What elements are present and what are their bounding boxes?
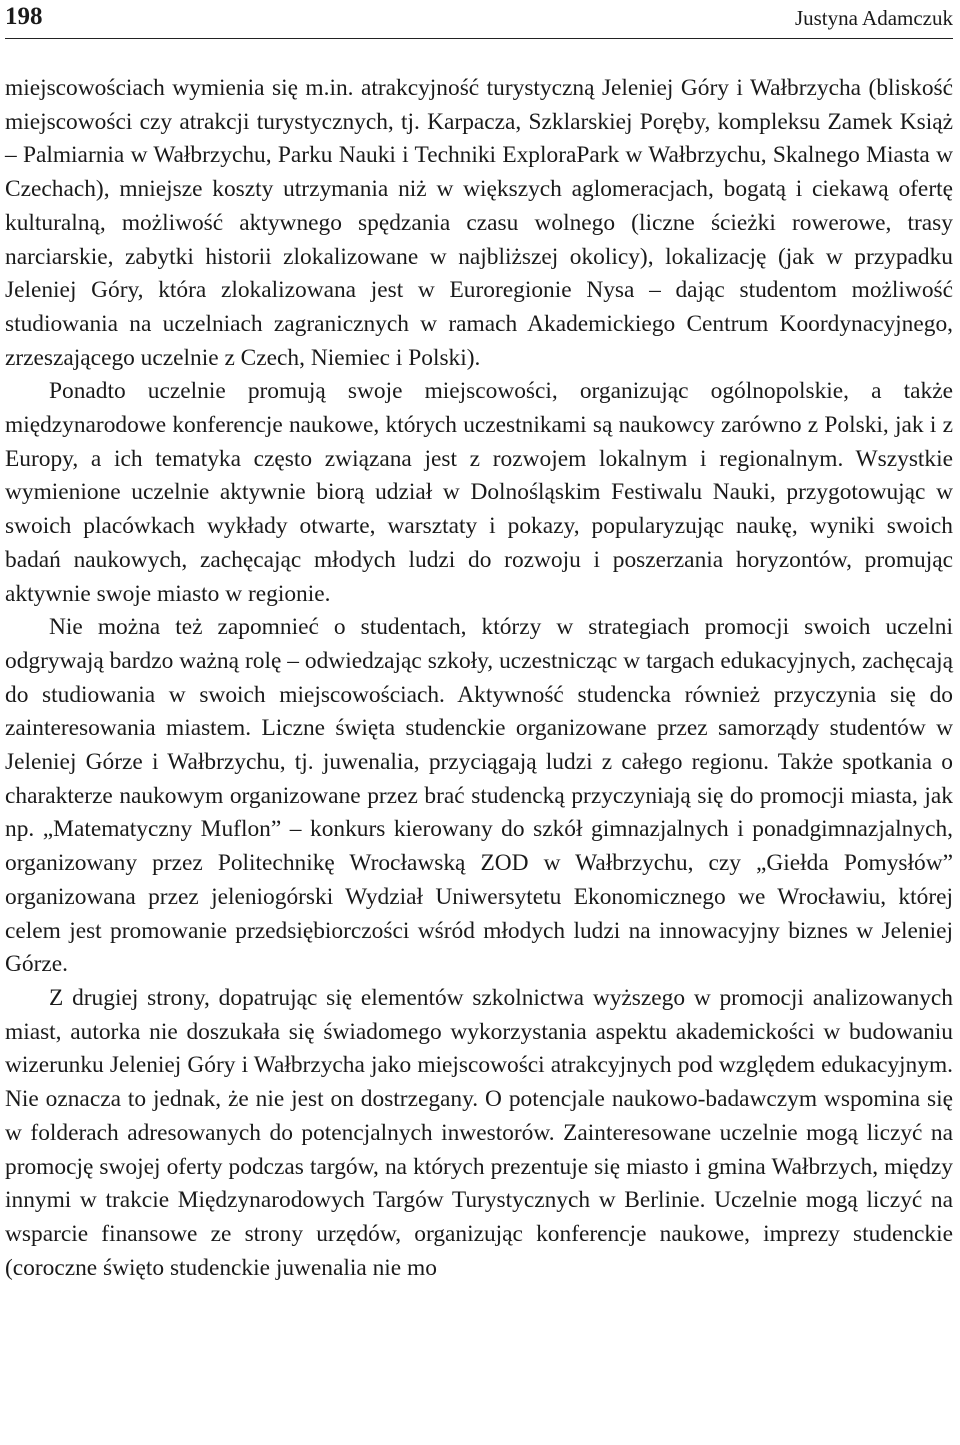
paragraph: Nie można też zapomnieć o studentach, którzy w strategiach promocji swoich uczelni odgrywają bardzo ważną rolę – odwiedzając szkoły, uczestnicząc w targach edukacyjnych, zachęcają do studiowania w swoich miejscowościach. Aktywność studencka również przyczynia się do zainteresowania miastem. Liczne święta studenckie organizowane przez samorządy studentów w Jeleniej Górze i Wałbrzychu, tj. juwenalia, przyciągają ludzi z całego regionu. Także spotkania o charakterze naukowym organizowane przez brać studencką przyczyniają się do promocji miasta, jak np. „Matematyczny Muflon” – konkurs kierowany do szkół gimnazjalnych i ponadgimnazjalnych, organizowany przez Politechnikę Wrocławską ZOD w Wałbrzychu, czy „Giełda Pomysłów” organizowana przez jeleniogórski Wydział Uniwersytetu Ekonomicznego we Wrocławiu, której celem jest promowanie przedsiębiorczości wśród młodych ludzi na innowacyjny biznes w Jeleniej Górze. (5, 614, 953, 978)
paragraph: Ponadto uczelnie promują swoje miejscowości, organizując ogólnopolskie, a także międzynarodowe konferencje naukowe, których uczestnikami są naukowcy zarówno z Polski, jak i z Europy, a ich tematyka często związana jest z rozwojem lokalnym i regionalnym. Wszystkie wymienione uczelnie aktywnie biorą udział w Dolnośląskim Festiwalu Nauki, przygotowując w swoich placówkach wykłady otwarte, warsztaty i pokazy, popularyzując naukę, wyniki swoich badań naukowych, zachęcając młodych ludzi do rozwoju i poszerzania horyzontów, promując aktywnie swoje miasto w regionie. (5, 378, 953, 607)
page-header (5, 0, 953, 39)
page-number: 198 (5, 3, 43, 30)
paragraph-continued: miejscowościach wymienia się m.in. atrakcyjność turystyczną Jeleniej Góry i Wałbrzycha (bliskość miejscowości czy atrakcji turystycznych, tj. Karpacza, Szklarskiej Poręby, kompleksu Zamek Książ – Palmiarnia w Wałbrzychu, Parku Nauki i Techniki ExploraPark w Wałbrzychu, Skalnego Miasta w Czechach), mniejsze koszty utrzymania niż w większych aglomeracjach, bogatą i ciekawą ofertę kulturalną, możliwość aktywnego spędzania czasu wolnego (liczne ścieżki rowerowe, trasy narciarskie, zabytki historii zlokalizowane w najbliższej okolicy), lokalizację (jak w przypadku Jeleniej Góry, która zlokalizowana jest w Euroregionie Nysa – dając studentom możliwość studiowania na uczelniach zagranicznych w ramach Akademickiego Centrum Koordynacyjnego, zrzeszającego uczelnie z Czech, Niemiec i Polski). (5, 75, 953, 371)
document-page (5, 0, 953, 1285)
paragraph: Z drugiej strony, dopatrując się elementów szkolnictwa wyższego w promocji analizowanych miast, autorka nie doszukała się świadomego wykorzystania aspektu akademickości w budowaniu wizerunku Jeleniej Góry i Wałbrzycha jako miejscowości atrakcyjnych pod względem edukacyjnym. Nie oznacza to jednak, że nie jest on dostrzegany. O potencjale naukowo-badawczym wspomina się w folderach adresowanych do potencjalnych inwestorów. Zainteresowane uczelnie mogą liczyć na promocję swojej oferty podczas targów, na których prezentuje się miasto i gmina Wałbrzych, między innymi w trakcie Międzynarodowych Targów Turystycznych w Berlinie. Uczelnie mogą liczyć na wsparcie finansowe ze strony urzędów, organizując konferencje naukowe, imprezy studenckie (coroczne święto studenckie juwenalia nie mo (5, 984, 953, 1281)
running-head-author: Justyna Adamczuk (794, 6, 953, 30)
body-text (5, 72, 953, 1285)
